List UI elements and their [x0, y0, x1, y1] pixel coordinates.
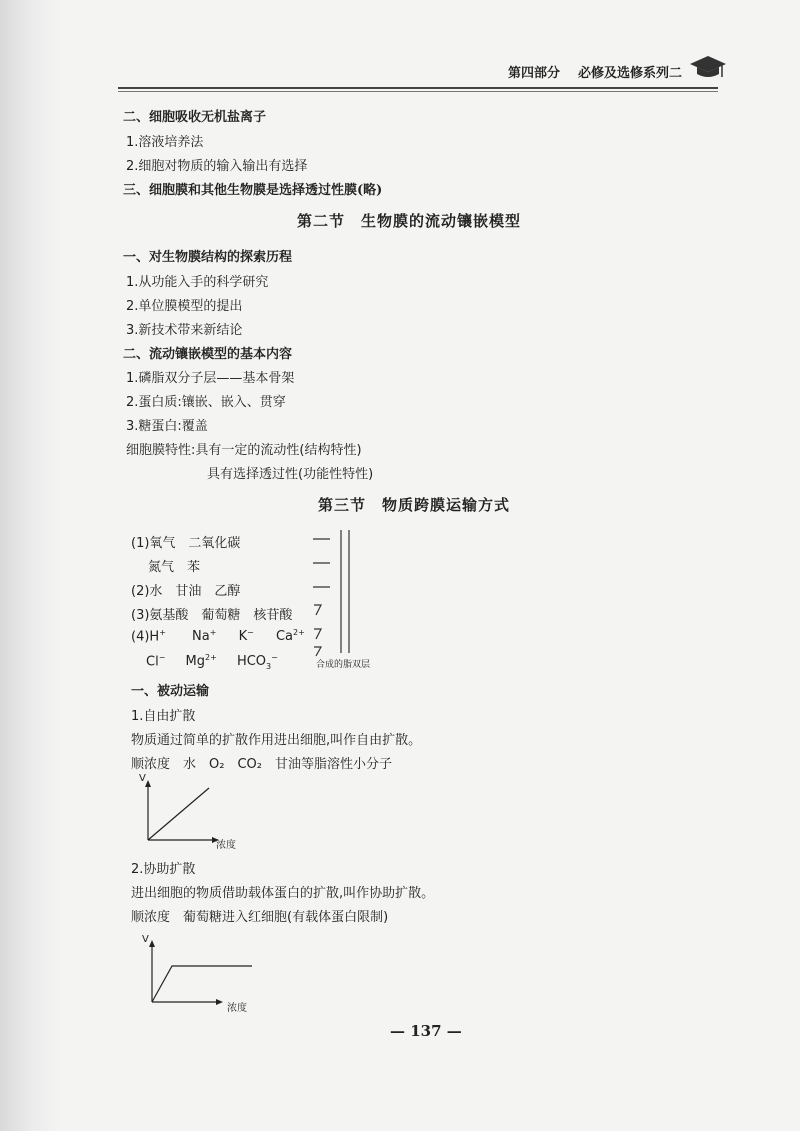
examples-free-diffusion: 顺浓度 水 O₂ CO₂ 甘油等脂溶性小分子 [131, 757, 392, 772]
heading-exploration-history: 一、对生物膜结构的探索历程 [123, 250, 293, 265]
graph2-y-label: V [142, 934, 149, 945]
substance-row: (2)水 甘油 乙醇 [131, 584, 241, 599]
list-item: 2.单位膜模型的提出 [126, 299, 243, 314]
header-series: 必修及选修系列二 [578, 66, 683, 81]
membrane-diagram [305, 525, 365, 660]
ion-ca: Ca [275, 629, 294, 645]
page-binding-shadow [0, 0, 60, 1131]
page-number: — 137 — [390, 1022, 462, 1040]
membrane-property-function: 具有选择透过性(功能性特性) [207, 467, 374, 482]
graph2-x-label: 浓度 [227, 1003, 247, 1014]
ion-row: Cl− $Mg^{2+}$ $HCO_3^-$ [146, 653, 278, 671]
ion-cl: Cl [146, 654, 159, 670]
membrane-label: 合成的脂双层 [316, 660, 371, 670]
heading-selective-membrane: 三、细胞膜和其他生物膜是选择透过性膜(略) [123, 183, 383, 198]
header-rule-thick [118, 87, 718, 89]
examples-facilitated-diffusion: 顺浓度 葡萄糖进入红细胞(有载体蛋白限制) [131, 910, 389, 925]
list-item: 1.磷脂双分子层——基本骨架 [126, 371, 295, 386]
list-item: 1.溶液培养法 [126, 135, 204, 150]
subheading-facilitated-diffusion: 2.协助扩散 [131, 862, 196, 877]
arrow-blocked [314, 647, 321, 656]
free-diffusion-graph [143, 778, 223, 848]
list-item: 1.从功能入手的科学研究 [126, 275, 269, 290]
ion-hco3: HCO [236, 654, 267, 670]
header-part: 第四部分 [508, 66, 561, 81]
list-item: 3.糖蛋白:覆盖 [126, 419, 208, 434]
arrow-blocked [314, 605, 321, 615]
graph1-y-label: V [139, 773, 146, 784]
section-title-transport: 第三节 物质跨膜运输方式 [318, 496, 511, 514]
heading-basic-content: 二、流动镶嵌模型的基本内容 [123, 347, 293, 362]
rate-curve [152, 966, 252, 1002]
list-item: 3.新技术带来新结论 [126, 323, 243, 338]
definition-free-diffusion: 物质通过简单的扩散作用进出细胞,叫作自由扩散。 [131, 733, 422, 748]
list-item: 2.细胞对物质的输入输出有选择 [126, 159, 308, 174]
ion-na: Na [192, 629, 210, 645]
ion-row: (4)H+ Na+ K− $Ca^{2+}$ [131, 628, 305, 645]
arrow-blocked [314, 629, 321, 639]
graduation-cap-icon [688, 52, 728, 82]
heading-passive-transport: 一、被动运输 [131, 684, 210, 699]
substance-row: (1)氧气 二氧化碳 [131, 536, 241, 551]
rate-curve [148, 788, 209, 840]
section-title-fluid-mosaic: 第二节 生物膜的流动镶嵌模型 [297, 212, 522, 230]
subheading-free-diffusion: 1.自由扩散 [131, 709, 196, 724]
header-rule-thin [118, 91, 718, 92]
substance-row: 氮气 苯 [148, 560, 201, 575]
ion-k: K [238, 629, 248, 645]
substance-row: (3)氨基酸 葡萄糖 核苷酸 [131, 608, 293, 623]
membrane-property-structure: 细胞膜特性:具有一定的流动性(结构特性) [126, 443, 362, 458]
graph1-x-label: 浓度 [216, 840, 236, 851]
heading-inorganic-ions: 二、细胞吸收无机盐离子 [123, 110, 267, 125]
definition-facilitated-diffusion: 进出细胞的物质借助载体蛋白的扩散,叫作协助扩散。 [131, 886, 435, 901]
ion-mg: Mg [185, 654, 206, 670]
ion-h: (4)H [131, 629, 160, 645]
list-item: 2.蛋白质:镶嵌、嵌入、贯穿 [126, 395, 286, 410]
